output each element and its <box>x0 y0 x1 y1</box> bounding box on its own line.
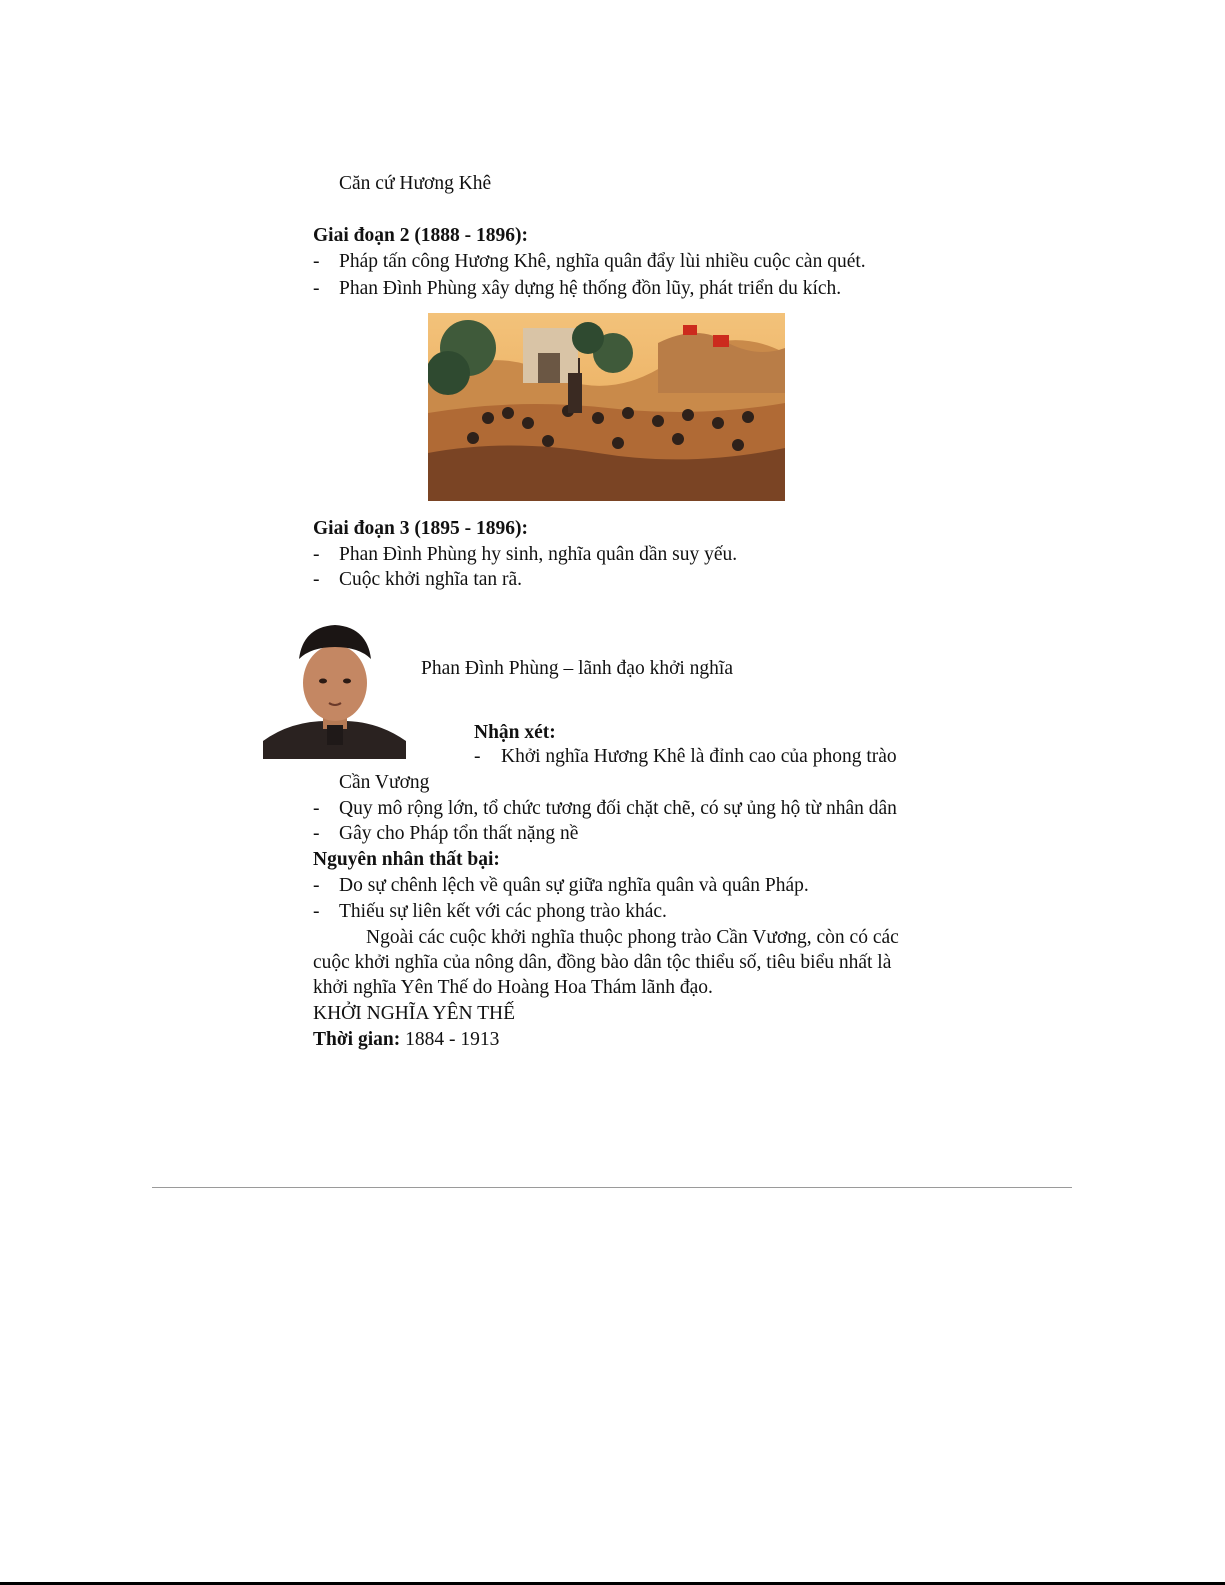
phan-dinh-phung-portrait <box>263 621 406 759</box>
remarks-bullet-2: Quy mô rộng lớn, tổ chức tương đối chặt chẽ, có sự ủng hộ từ nhân dân <box>339 798 897 819</box>
stage2-bullet-1: Pháp tấn công Hương Khê, nghĩa quân đẩy lùi nhiều cuộc càn quét. <box>339 251 866 272</box>
stage2-heading: Giai đoạn 2 (1888 - 1896): <box>313 225 529 246</box>
stage3-bullet-2: Cuộc khởi nghĩa tan rã. <box>339 569 523 590</box>
failure-bullet-1: Do sự chênh lệch về quân sự giữa nghĩa quân và quân Pháp. <box>339 875 809 896</box>
battle-painting <box>428 313 785 501</box>
bullet-dash: - <box>474 746 481 767</box>
remarks-bullet-1-line-2: Cần Vương <box>339 772 430 793</box>
bullet-dash: - <box>313 875 320 896</box>
bullet-dash: - <box>313 901 320 922</box>
paragraph-line-2: cuộc khởi nghĩa của nông dân, đồng bào dân tộc thiểu số, tiêu biểu nhất là <box>313 952 892 973</box>
portrait-caption: Phan Đình Phùng – lãnh đạo khởi nghĩa <box>421 658 733 679</box>
paragraph-line-1: Ngoài các cuộc khởi nghĩa thuộc phong trào Cần Vương, còn có các <box>366 927 899 948</box>
failure-bullet-2: Thiếu sự liên kết với các phong trào khác. <box>339 901 667 922</box>
stage3-bullet-1: Phan Đình Phùng hy sinh, nghĩa quân dần suy yếu. <box>339 544 738 565</box>
remarks-bullet-3: Gây cho Pháp tổn thất nặng nề <box>339 823 579 844</box>
time-line <box>313 1028 499 1052</box>
remarks-heading: Nhận xét: <box>474 722 556 743</box>
remarks-bullet-1-line-1: Khởi nghĩa Hương Khê là đỉnh cao của phong trào <box>501 746 897 767</box>
time-value: 1884 - 1913 <box>405 1029 500 1050</box>
failure-heading: Nguyên nhân thất bại: <box>313 849 500 870</box>
bullet-dash: - <box>313 798 320 819</box>
page-divider <box>152 1187 1072 1188</box>
bullet-dash: - <box>313 544 320 565</box>
base-caption: Căn cứ Hương Khê <box>339 173 492 194</box>
stage3-heading: Giai đoạn 3 (1895 - 1896): <box>313 518 529 539</box>
bullet-dash: - <box>313 569 320 590</box>
paragraph-line-3: khởi nghĩa Yên Thế do Hoàng Hoa Thám lãnh đạo. <box>313 977 713 998</box>
time-label: Thời gian: <box>313 1029 401 1050</box>
yen-the-title: KHỞI NGHĨA YÊN THẾ <box>313 1003 516 1024</box>
bullet-dash: - <box>313 278 320 299</box>
bullet-dash: - <box>313 251 320 272</box>
stage2-bullet-2: Phan Đình Phùng xây dựng hệ thống đồn lũy, phát triển du kích. <box>339 278 842 299</box>
bullet-dash: - <box>313 823 320 844</box>
